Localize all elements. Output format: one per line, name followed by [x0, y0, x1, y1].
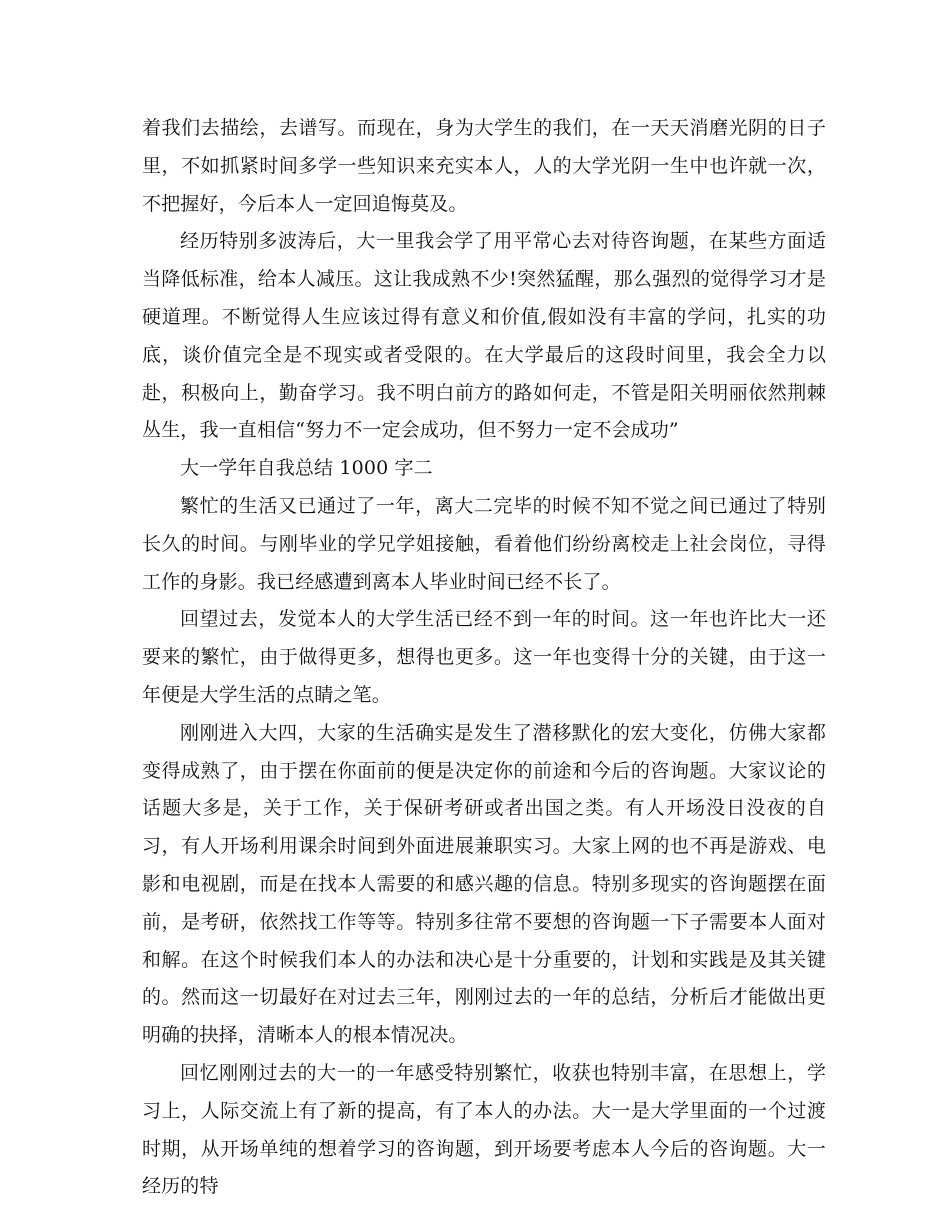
paragraph: 经历特别多波涛后，大一里我会学了用平常心去对待咨询题，在某些方面适当降低标准，给本人减压。这让我成熟不少!突然猛醒，那么强烈的觉得学习才是硬道理。不断觉得人生应该过得有意义和价值,假如没有丰富的学问，扎实的功底，谈价值完全是不现实或者受限的。在大学最后的这段时间里，我会全力以赴，积极向上，勤奋学习。我不明白前方的路如何走，不管是阳关明丽依然荆棘丛生，我一直相信“努力不一定会成功，但不努力一定不会成功” [142, 230, 826, 442]
document-body [142, 110, 826, 1206]
paragraph: 回望过去，发觉本人的大学生活已经不到一年的时间。这一年也许比大一还要来的繁忙，由于做得更多，想得也更多。这一年也变得十分的关键，由于这一年便是大学生活的点睛之笔。 [142, 608, 826, 706]
paragraph: 回忆刚刚过去的大一的一年感受特别繁忙，收获也特别丰富，在思想上，学习上，人际交流上有了新的提高，有了本人的办法。大一是大学里面的一个过渡时期，从开场单纯的想着学习的咨询题，到开场要考虑本人今后的咨询题。大一经历的特 [142, 1061, 826, 1198]
paragraph: 刚刚进入大四，大家的生活确实是发生了潜移默化的宏大变化，仿佛大家都变得成熟了，由于摆在你面前的便是决定你的前途和今后的咨询题。大家议论的话题大多是，关于工作，关于保研考研或者出国之类。有人开场没日没夜的自习，有人开场利用课余时间到外面进展兼职实习。大家上网的也不再是游戏、电影和电视剧，而是在找本人需要的和感兴趣的信息。特别多现实的咨询题摆在面前，是考研，依然找工作等等。特别多往常不要想的咨询题一下子需要本人面对和解。在这个时候我们本人的办法和决心是十分重要的，计划和实践是及其关键的。然而这一切最好在对过去三年，刚刚过去的一年的总结，分析后才能做出更明确的抉择，清晰本人的根本情况决。 [142, 721, 826, 1047]
section-heading: 大一学年自我总结 1000 字二 [180, 457, 433, 480]
paragraph-continuation: 着我们去描绘，去谱写。而现在，身为大学生的我们，在一天天消磨光阴的日子里，不如抓紧时间多学一些知识来充实本人，人的大学光阴一生中也许就一次，不把握好，今后本人一定回追悔莫及。 [142, 117, 826, 215]
paragraph: 繁忙的生活又已通过了一年，离大二完毕的时候不知不觉之间已通过了特别长久的时间。与刚毕业的学兄学姐接触，看着他们纷纷离校走上社会岗位，寻得工作的身影。我已经感遭到离本人毕业时间已经不长了。 [142, 494, 826, 593]
